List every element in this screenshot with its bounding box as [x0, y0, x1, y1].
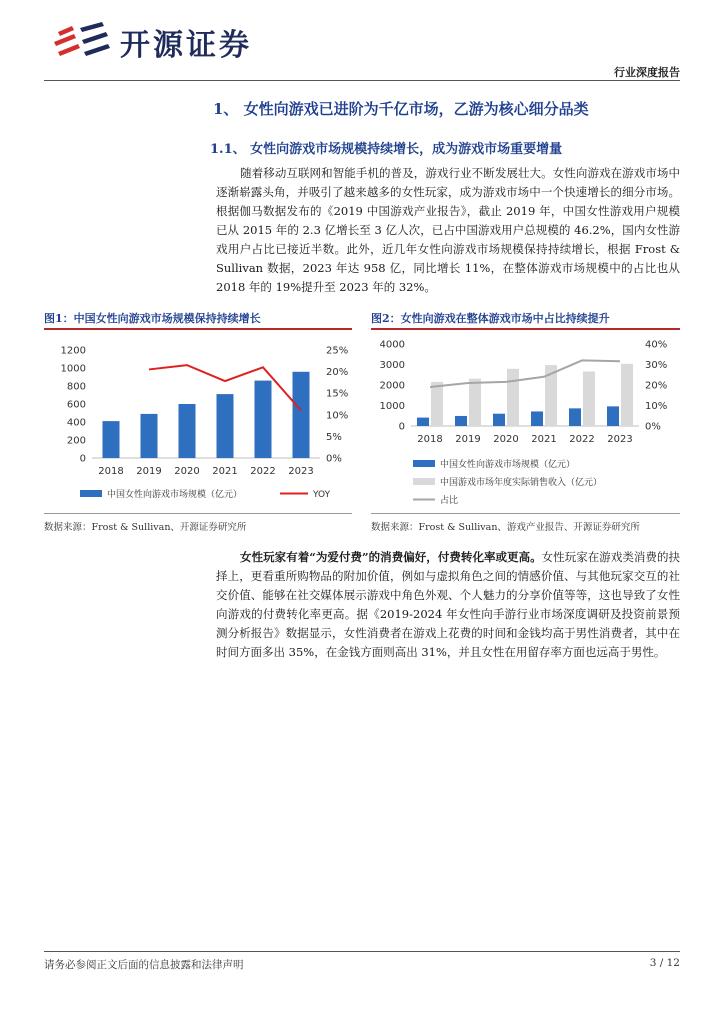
- bar-2: [431, 382, 443, 426]
- legend-label: 中国女性向游戏市场规模（亿元）: [107, 490, 243, 500]
- bar-1: [103, 421, 120, 458]
- chart-female-game-share: [371, 334, 680, 510]
- figure-2-divider: [371, 328, 680, 330]
- y-left-tick-label: 1000: [379, 401, 405, 412]
- y-right-tick-label: 15%: [326, 388, 349, 400]
- figure-2-source: 数据来源：Frost & Sullivan、游戏产业报告、开源证券研究所: [371, 522, 640, 533]
- paragraph-payment-preference: [216, 548, 680, 662]
- y-left-tick-label: 0: [79, 453, 86, 465]
- x-tick-label: 2021: [531, 434, 557, 445]
- x-tick-label: 2018: [98, 466, 124, 477]
- footer-disclaimer: 请务必参阅正文后面的信息披露和法律声明: [44, 959, 244, 971]
- legend-swatch: [80, 490, 102, 497]
- bar-1: [141, 414, 158, 458]
- x-tick-label: 2019: [136, 466, 162, 477]
- header-divider: [44, 80, 680, 81]
- brand-logo-mark: [44, 18, 116, 64]
- paragraph-lead: 女性玩家有着“为爱付费”的消费偏好，付费转化率或更高。: [240, 550, 542, 564]
- legend-label: YOY: [313, 490, 331, 500]
- y-left-tick-label: 2000: [379, 380, 405, 392]
- y-left-tick-label: 200: [66, 435, 86, 447]
- figure-2-bottom-divider: [371, 513, 680, 514]
- x-tick-label: 2023: [607, 434, 633, 445]
- x-tick-label: 2022: [250, 466, 276, 477]
- bar-1: [493, 414, 505, 426]
- y-right-tick-label: 5%: [326, 431, 342, 443]
- y-right-tick-label: 0%: [326, 453, 342, 465]
- paragraph-text: 女性玩家在游戏类消费的抉择上，更看重所购物品的附加价值，例如与虚拟角色之间的情感价值、与其他玩家交互的社交价值、能够在社交媒体展示游戏中角色外观、个人魅力的分享价值等等，这也导致了女性向游戏的付费转化率更高。据《2019-2024 年女性向手游行业市场深度调研及投资前景预测分析报告》数据显示，女性消费者在游戏上花费的时间和金钱均高于男性消费者，其中在时间方面多出 35%，在金钱方面则高出 31%，并且女性在用留存率方面也远高于男性。: [216, 550, 680, 659]
- y-right-tick-label: 30%: [645, 360, 668, 371]
- bar-1: [217, 394, 234, 458]
- figure-1-title: 图1：中国女性向游戏市场规模保持持续增长: [44, 312, 261, 325]
- subsection-title: 1.1、 女性向游戏市场规模持续增长，成为游戏市场重要增量: [210, 142, 563, 157]
- y-right-tick-label: 20%: [645, 380, 668, 392]
- x-tick-label: 2022: [569, 434, 595, 445]
- bar-2: [469, 379, 481, 426]
- chart-female-game-market-size: [44, 334, 352, 510]
- y-right-tick-label: 40%: [645, 339, 668, 351]
- legend-swatch: [413, 478, 435, 485]
- legend-label: 占比: [440, 496, 459, 506]
- bar-1: [293, 372, 310, 458]
- figure-2-title: 图2：女性向游戏在整体游戏市场中占比持续提升: [371, 312, 610, 325]
- y-right-tick-label: 10%: [645, 401, 668, 412]
- x-tick-label: 2021: [212, 466, 238, 477]
- bar-1: [455, 416, 467, 426]
- x-tick-label: 2020: [493, 434, 519, 445]
- bar-1: [417, 418, 429, 426]
- y-left-tick-label: 4000: [379, 339, 405, 351]
- y-left-tick-label: 400: [66, 417, 86, 429]
- y-right-tick-label: 10%: [326, 410, 349, 422]
- y-left-tick-label: 1200: [60, 345, 86, 357]
- brand-name: 开源证券: [120, 28, 252, 63]
- paragraph-market-growth: [216, 164, 680, 297]
- legend-label: 中国女性向游戏市场规模（亿元）: [440, 460, 576, 470]
- x-tick-label: 2018: [417, 434, 443, 445]
- bar-1: [255, 381, 272, 458]
- y-left-tick-label: 1000: [60, 363, 86, 375]
- bar-1: [607, 406, 619, 426]
- bar-2: [507, 369, 519, 426]
- bar-1: [179, 404, 196, 458]
- y-right-tick-label: 0%: [645, 421, 661, 433]
- bar-2: [621, 364, 633, 426]
- bar-2: [583, 371, 595, 426]
- figure-1-divider: [44, 328, 352, 330]
- legend-swatch: [413, 460, 435, 467]
- x-tick-label: 2020: [174, 466, 200, 477]
- bar-1: [569, 408, 581, 426]
- legend-label: 中国游戏市场年度实际销售收入（亿元）: [440, 478, 603, 488]
- section-title: 1、 女性向游戏已进阶为千亿市场，乙游为核心细分品类: [213, 100, 589, 118]
- x-tick-label: 2019: [455, 434, 481, 445]
- figure-1-bottom-divider: [44, 513, 352, 514]
- y-left-tick-label: 0: [398, 421, 405, 433]
- figure-1-source: 数据来源：Frost & Sullivan、开源证券研究所: [44, 522, 247, 533]
- x-tick-label: 2023: [288, 466, 314, 477]
- y-right-tick-label: 20%: [326, 367, 349, 379]
- page-number: 3 / 12: [649, 957, 680, 969]
- footer-divider: [44, 951, 680, 952]
- y-left-tick-label: 800: [66, 381, 86, 393]
- paragraph-text: 随着移动互联网和智能手机的普及，游戏行业不断发展壮大。女性向游戏在游戏市场中逐渐崭露头角，并吸引了越来越多的女性玩家，成为游戏市场中一个快速增长的细分市场。根据伽马数据发布的《2019 中国游戏产业报告》，截止 2019 年，中国女性游戏用户规模已从 2015 年的 2.3 亿增长至 3 亿人次，已占中国游戏用户总规模的 46.2%，国内女性游戏用户占比已接近半数。此外，近几年女性向游戏市场规模保持持续增长，根据 Frost & Sullivan 数据，2023 年达 958 亿，同比增长 11%，在整体游戏市场规模中的占比也从 2018 年的 19%提升至 2023 年的 32%。: [216, 166, 680, 294]
- y-left-tick-label: 600: [66, 399, 86, 411]
- report-type-label: 行业深度报告: [614, 66, 680, 79]
- bar-1: [531, 411, 543, 426]
- y-right-tick-label: 25%: [326, 345, 349, 357]
- y-left-tick-label: 3000: [379, 360, 405, 371]
